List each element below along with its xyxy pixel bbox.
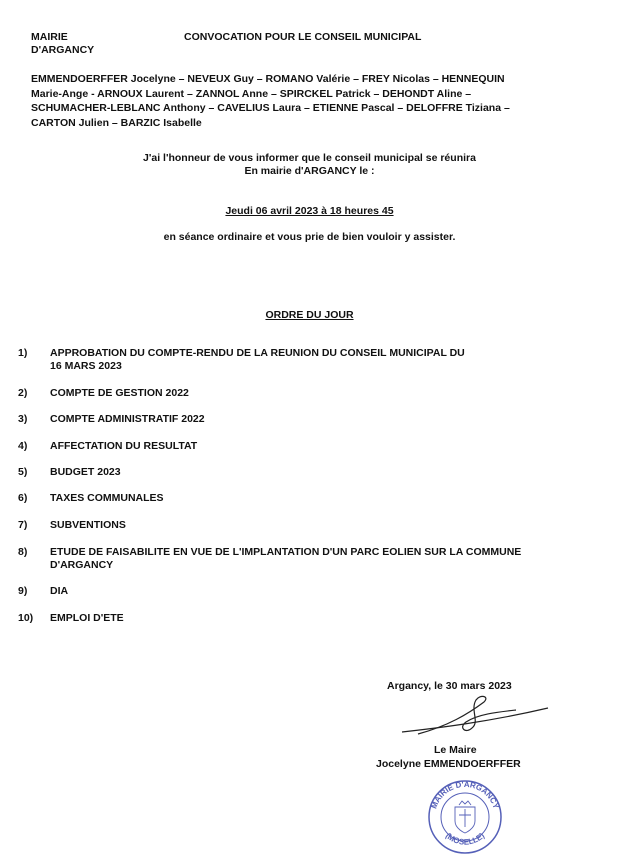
agenda-text-line: 16 MARS 2023 — [50, 360, 122, 372]
agenda-text: AFFECTATION DU RESULTAT — [50, 440, 198, 452]
mayor-title: Le Maire — [434, 744, 477, 756]
agenda-text — [50, 546, 610, 572]
meeting-date: Jeudi 06 avril 2023 à 18 heures 45 — [225, 205, 394, 217]
agenda-number: 4) — [18, 440, 28, 452]
member-line: EMMENDOERFFER Jocelyne – NEVEUX Guy – ROMANO Valérie – FREY Nicolas – HENNEQUIN — [31, 73, 505, 85]
agenda-number: 9) — [18, 585, 28, 597]
intro-line-1: J'ai l'honneur de vous informer que le conseil municipal se réunira — [143, 152, 476, 164]
stamp-bottom-text: (MOSELLE) — [443, 831, 487, 847]
coat-of-arms-icon — [455, 801, 475, 833]
mayor-name: Jocelyne EMMENDOERFFER — [376, 758, 521, 770]
place-date: Argancy, le 30 mars 2023 — [387, 680, 512, 692]
svg-text:MAIRIE D'ARGANCY — [429, 780, 501, 811]
agenda-text-line: D'ARGANCY — [50, 559, 114, 571]
member-line: CARTON Julien – BARZIC Isabelle — [31, 116, 202, 129]
agenda-text-line: APPROBATION DU COMPTE-RENDU DE LA REUNION DU CONSEIL MUNICIPAL DU — [50, 347, 465, 359]
mairie-header — [31, 31, 94, 57]
mairie-line-2: D'ARGANCY — [31, 44, 95, 56]
member-list — [31, 72, 609, 130]
document-title: CONVOCATION POUR LE CONSEIL MUNICIPAL — [184, 31, 422, 43]
agenda-number: 7) — [18, 519, 28, 531]
agenda-text: TAXES COMMUNALES — [50, 492, 164, 504]
agenda-text: BUDGET 2023 — [50, 466, 121, 478]
seance-text: en séance ordinaire et vous prie de bien vouloir y assister. — [163, 231, 456, 243]
stamp-top-text: MAIRIE D'ARGANCY — [429, 779, 501, 810]
agenda-number: 5) — [18, 466, 28, 478]
agenda-number: 3) — [18, 413, 28, 425]
agenda-title: ORDRE DU JOUR — [265, 309, 354, 321]
agenda-number: 6) — [18, 492, 28, 504]
handwritten-signature — [398, 692, 558, 742]
agenda-text-line: ETUDE DE FAISABILITE EN VUE DE L'IMPLANTATION D'UN PARC EOLIEN SUR LA COMMUNE — [50, 546, 522, 558]
agenda-number: 2) — [18, 387, 28, 399]
agenda-text: COMPTE ADMINISTRATIF 2022 — [50, 413, 205, 425]
municipal-stamp — [425, 775, 505, 857]
agenda-text: DIA — [50, 585, 69, 597]
agenda-number: 1) — [18, 347, 28, 359]
mairie-line-1: MAIRIE — [31, 31, 68, 43]
agenda-text: EMPLOI D'ETE — [50, 612, 124, 624]
agenda-number: 8) — [18, 546, 28, 558]
agenda-text — [50, 347, 610, 373]
member-line: SCHUMACHER-LEBLANC Anthony – CAVELIUS Laura – ETIENNE Pascal – DELOFFRE Tiziana – — [31, 102, 510, 114]
agenda-text: COMPTE DE GESTION 2022 — [50, 387, 189, 399]
intro-line-2: En mairie d'ARGANCY le : — [244, 165, 375, 177]
member-line: Marie-Ange - ARNOUX Laurent – ZANNOL Anne – SPIRCKEL Patrick – DEHONDT Aline – — [31, 87, 472, 100]
agenda-number: 10) — [18, 612, 34, 624]
agenda-text: SUBVENTIONS — [50, 519, 126, 531]
